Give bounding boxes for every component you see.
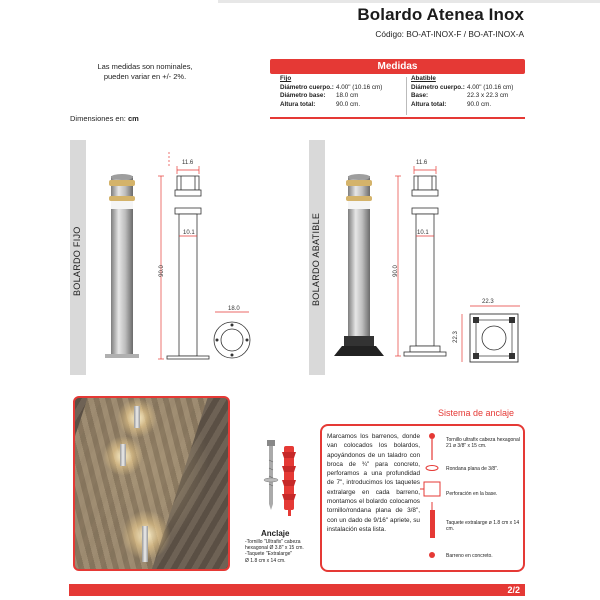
abatible-base-height: 22.3 [452, 331, 459, 343]
medidas-separator [406, 77, 407, 115]
sistema-diagram [420, 430, 448, 570]
medidas-value: 22.3 x 22.3 cm [467, 92, 509, 100]
legend-perforacion: Perforación en la base. [446, 491, 498, 497]
photo-bollard [142, 526, 148, 562]
medidas-row [411, 84, 513, 93]
abatible-height: 90.0 [392, 265, 399, 277]
concrete-hole-icon [429, 552, 435, 558]
top-rule [218, 0, 600, 3]
anclaje-line-3: -Taquete "Extralarge" [245, 551, 293, 558]
tolerance-note [80, 62, 210, 82]
medidas-value: 18.0 cm [336, 92, 359, 100]
medidas-value: 4.00" (10.16 cm) [336, 83, 383, 91]
photo-bollard [120, 444, 126, 466]
medidas-row [411, 101, 513, 110]
legend-taquete: Taquete extralarge ø 1.8 cm x 14 cm. [446, 520, 520, 532]
anchor-illustration [258, 440, 308, 528]
legend-rondana: Rondana plana de 3/8". [446, 466, 499, 472]
anclaje-description [245, 539, 311, 564]
fijo-base-width: 18.0 [228, 306, 240, 312]
medidas-fijo [280, 75, 382, 109]
medidas-key: Altura total: [411, 100, 447, 108]
dimensions-unit: cm [127, 114, 139, 123]
medidas-row [411, 92, 513, 101]
medidas-key: Diámetro cuerpo.: [280, 83, 334, 91]
washer-icon [426, 466, 438, 471]
fijo-body-width: 10.1 [183, 230, 195, 236]
medidas-key: Base: [411, 92, 429, 100]
anclaje-line-1: -Tornillo "Ultrafix" cabeza [245, 539, 301, 545]
fijo-drawing [95, 150, 295, 380]
medidas-key: Altura total: [280, 100, 316, 108]
sistema-text: Marcamos los barrenos, donde van colocados los bolardos, apoyándonos de un taladro con broca de ¾" para concreto, perforamos a una profundidad de 7", introducimos los taquetes extralarge en cada barreno, montamos el bolardo colocamos tornillo/rondana plana de 3/8", con un dado de 9/16" apriete, su instalación esta lista. [327, 433, 420, 533]
medidas-value: 90.0 cm. [467, 100, 492, 108]
dimensions-label-text: Dimensiones en: [70, 114, 126, 123]
fijo-technical-drawing [167, 176, 209, 359]
medidas-abatible [411, 75, 513, 109]
dimensions-label [70, 114, 139, 123]
fijo-base-top-view [214, 312, 250, 358]
red-anchor-plug-icon [282, 446, 296, 516]
footer-bar [69, 584, 525, 596]
medidas-value: 90.0 cm. [336, 100, 361, 108]
legend-tornillo: Tornillo ultrafix cabeza hexagonal 21 ø 3/8" x 15 cm. [446, 437, 520, 449]
medidas-value: 4.00" (10.16 cm) [467, 83, 514, 91]
photo-bollard [134, 406, 140, 428]
product-code: Código: BO-AT-INOX-F / BO-AT-INOX-A [375, 29, 524, 39]
screw-icon [264, 440, 278, 510]
legend-barreno: Barreno en concreto. [446, 553, 493, 559]
abatible-drawing [330, 150, 530, 380]
anclaje-line-4: Ø 1.8 cm x 14 cm. [245, 557, 286, 564]
medidas-fijo-heading: Fijo [280, 75, 292, 82]
abatible-base-top-view [470, 314, 518, 362]
medidas-row [280, 101, 382, 110]
abatible-top-width: 11.6 [416, 160, 428, 166]
medidas-row [280, 92, 382, 101]
anclaje-line-2: hexagonal Ø 3.8" x 15 cm. [245, 545, 304, 552]
fijo-photo-bollard [105, 174, 139, 358]
installation-photo [73, 396, 230, 571]
abatible-side-label: BOLARDO ABATIBLE [311, 212, 321, 306]
abatible-photo-bollard [334, 174, 384, 356]
medidas-row [280, 84, 382, 93]
anchor-plug-icon [430, 502, 435, 538]
medidas-bottom-rule [270, 117, 525, 119]
sistema-title: Sistema de anclaje [438, 408, 515, 418]
page-title: Bolardo Atenea Inox [357, 5, 524, 24]
medidas-key: Diámetro base: [280, 92, 326, 100]
abatible-body-width: 10.1 [417, 230, 429, 236]
fijo-top-width: 11.6 [182, 160, 194, 166]
page-number: 2/2 [507, 585, 520, 595]
tolerance-note-line-2: pueden variar en +/- 2%. [103, 72, 187, 81]
fijo-height: 90.0 [158, 265, 165, 277]
base-perforation-icon [420, 482, 440, 496]
medidas-header: Medidas [270, 59, 525, 74]
tolerance-note-line-1: Las medidas son nominales, [97, 62, 193, 71]
fijo-side-label: BOLARDO FIJO [72, 226, 82, 296]
anclaje-title: Anclaje [261, 529, 290, 538]
abatible-technical-drawing [404, 176, 446, 356]
bolt-icon [429, 433, 435, 460]
abatible-base-width: 22.3 [482, 299, 494, 305]
medidas-abatible-heading: Abatible [411, 75, 436, 82]
medidas-key: Diámetro cuerpo.: [411, 83, 465, 91]
